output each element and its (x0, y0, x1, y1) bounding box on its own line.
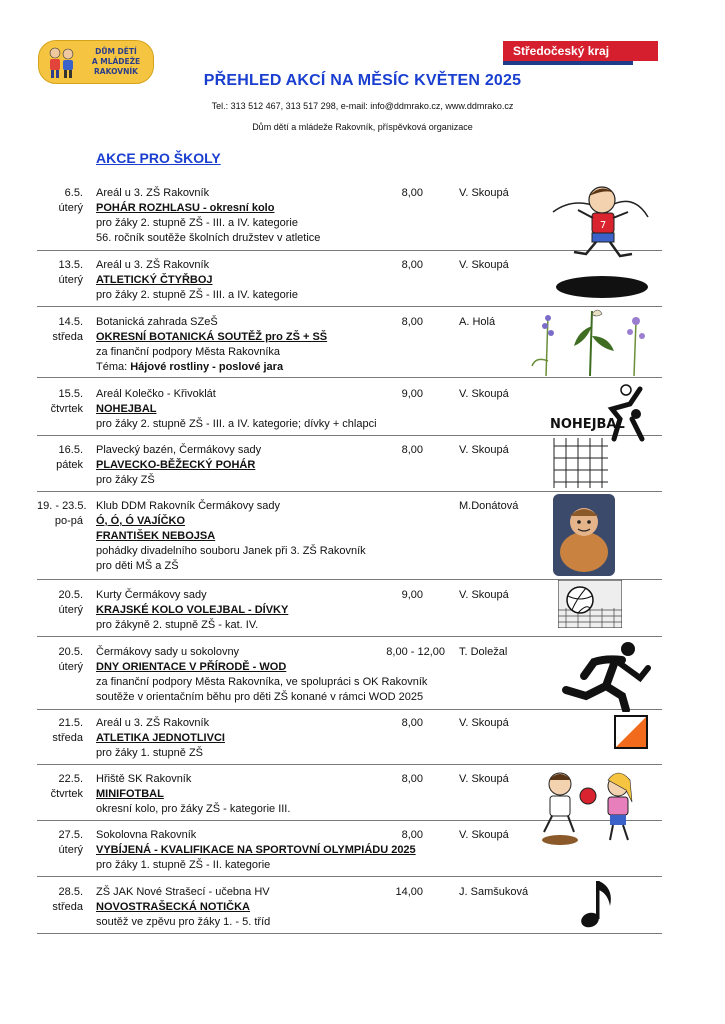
event-organizer: V. Skoupá (459, 829, 509, 841)
event-name: NOVOSTRAŠECKÁ NOTIČKA (96, 901, 251, 913)
event-date: 15.5. (58, 388, 83, 400)
event-time: 8,00 (401, 187, 423, 199)
event-time: 8,00 (401, 316, 423, 328)
event-detail: pro žáky 2. stupně ZŠ - III. a IV. kategorie (96, 289, 298, 301)
event-organizer: J. Samšuková (459, 886, 529, 898)
event-detail: 56. ročník soutěže školních družstev v atletice (96, 232, 321, 244)
event-detail: za finanční podpory Města Rakovníka (96, 346, 281, 358)
event-day: úterý (58, 274, 83, 286)
event-date: 16.5. (58, 444, 83, 456)
runner-icon (548, 182, 653, 262)
event-detail: pro děti MŠ a ZŠ (96, 560, 179, 572)
event-name: MINIFOTBAL (96, 788, 164, 800)
event-place: Plavecký bazén, Čermákovy sady (96, 444, 262, 456)
event-name: Ó, Ó, Ó VAJÍČKO (96, 515, 186, 527)
event-day: čtvrtek (50, 788, 83, 800)
event-row (37, 885, 662, 934)
event-date: 27.5. (58, 829, 83, 841)
event-name: NOHEJBAL (96, 403, 157, 415)
nohejbal-icon (550, 384, 660, 444)
event-place: Areál Kolečko - Křivoklát (96, 388, 216, 400)
event-day: po-pá (54, 515, 83, 527)
region-logo-text: Středočeský kraj (503, 41, 658, 61)
event-place: Botanická zahrada SZeŠ (96, 316, 218, 328)
event-time: 14,00 (395, 886, 423, 898)
event-name: KRAJSKÉ KOLO VOLEJBAL - DÍVKY (96, 604, 289, 616)
region-logo-stripe (503, 61, 633, 65)
section-title: AKCE PRO ŠKOLY (96, 150, 221, 166)
event-day: středa (52, 732, 83, 744)
event-time: 8,00 (401, 444, 423, 456)
event-detail: pro žáky 1. stupně ZŠ (96, 747, 203, 759)
orienteering-flag-icon (614, 715, 648, 749)
event-detail: pro žáky 2. stupně ZŠ - III. a IV. kategorie (96, 217, 298, 229)
event-day: úterý (58, 661, 83, 673)
logo-line-1: DŮM DĚTÍ (95, 47, 137, 56)
event-date: 13.5. (58, 259, 83, 271)
volleyball-icon (558, 580, 622, 628)
event-organizer: A. Holá (459, 316, 496, 328)
event-organizer: V. Skoupá (459, 717, 509, 729)
event-time: 8,00 (401, 773, 423, 785)
event-theme (96, 360, 466, 375)
event-time: 9,00 (401, 388, 423, 400)
plants-icon (528, 306, 660, 378)
event-time: 8,00 (401, 717, 423, 729)
event-detail: okresní kolo, pro žáky ZŠ - kategorie III. (96, 803, 291, 815)
event-date: 21.5. (58, 717, 83, 729)
event-organizer: V. Skoupá (459, 589, 509, 601)
event-place: Klub DDM Rakovník Čermákovy sady (96, 500, 281, 512)
event-day: úterý (58, 202, 83, 214)
region-logo (503, 41, 658, 67)
event-place: Kurty Čermákovy sady (96, 589, 207, 601)
nohejbal-icon-label: NOHEJBAL (550, 417, 625, 432)
event-detail: pro žáky ZŠ (96, 474, 155, 486)
event-place: Čermákovy sady u sokolovny (96, 646, 240, 658)
organization-line: Dům dětí a mládeže Rakovník, příspěvková organizace (252, 122, 473, 132)
event-theme-label: Téma: (96, 361, 131, 373)
event-date: 6.5. (64, 187, 83, 199)
event-detail: pohádky divadelního souboru Janek při 3. ZŠ Rakovník (96, 545, 366, 557)
event-day: úterý (58, 844, 83, 856)
event-name: DNY ORIENTACE V PŘÍRODĚ - WOD (96, 661, 287, 673)
event-date: 22.5. (58, 773, 83, 785)
event-time: 8,00 - 12,00 (386, 646, 445, 658)
event-name: ATLETICKÝ ČTYŘBOJ (96, 274, 213, 286)
contact-line: Tel.: 313 512 467, 313 517 298, e-mail: info@ddmrako.cz, www.ddmrako.cz (211, 101, 514, 111)
event-date: 14.5. (58, 316, 83, 328)
event-day: pátek (56, 459, 83, 471)
page-title: PŘEHLED AKCÍ NA MĚSÍC KVĚTEN 2025 (203, 72, 522, 89)
event-name: OKRESNÍ BOTANICKÁ SOUTĚŽ pro ZŠ + SŠ (96, 331, 328, 343)
logo-line-3: RAKOVNÍK (94, 67, 138, 76)
event-detail: pro žáky 2. stupně ZŠ - III. a IV. kategorie; dívky + chlapci (96, 418, 377, 430)
svg-text:7: 7 (599, 220, 607, 231)
event-time: 9,00 (401, 589, 423, 601)
event-day: čtvrtek (50, 403, 83, 415)
event-organizer: V. Skoupá (459, 773, 509, 785)
event-place: Hřiště SK Rakovník (96, 773, 192, 785)
event-detail: pro žáky 1. stupně ZŠ - II. kategorie (96, 859, 271, 871)
event-name: POHÁR ROZHLASU - okresní kolo (96, 202, 275, 214)
event-organizer: V. Skoupá (459, 444, 509, 456)
event-place: ZŠ JAK Nové Strašecí - učebna HV (96, 886, 270, 898)
event-name: VYBÍJENÁ - KVALIFIKACE NA SPORTOVNÍ OLYMPIÁDU 2025 (96, 844, 416, 856)
music-note-icon (580, 878, 616, 928)
event-time: 8,00 (401, 259, 423, 271)
puppet-icon (553, 494, 615, 576)
event-detail: soutěže v orientačním běhu pro děti ZŠ konané v rámci WOD 2025 (96, 691, 424, 703)
kids-ball-icon (536, 766, 640, 848)
event-day: středa (52, 331, 83, 343)
event-place: Areál u 3. ZŠ Rakovník (96, 259, 210, 271)
event-date: 20.5. (58, 646, 83, 658)
event-date: 20.5. (58, 589, 83, 601)
event-organizer: V. Skoupá (459, 259, 509, 271)
event-place: Sokolovna Rakovník (96, 829, 197, 841)
orienteering-runner-icon (556, 640, 652, 712)
event-date: 19. - 23.5. (37, 500, 87, 512)
event-row (37, 716, 662, 765)
shadow-icon (552, 272, 652, 302)
event-detail: za finanční podpory Města Rakovníka, ve spolupráci s OK Rakovník (96, 676, 428, 688)
event-day: úterý (58, 604, 83, 616)
event-place: Areál u 3. ZŠ Rakovník (96, 187, 210, 199)
net-icon (552, 436, 610, 490)
event-detail: soutěž ve zpěvu pro žáky 1. - 5. tříd (96, 916, 271, 928)
event-organizer: V. Skoupá (459, 187, 509, 199)
event-time: 8,00 (401, 829, 423, 841)
event-name-secondary: FRANTIŠEK NEBOJSA (96, 530, 216, 542)
event-name: ATLETIKA JEDNOTLIVCI (96, 732, 225, 744)
event-organizer: M.Donátová (459, 500, 519, 512)
event-day: středa (52, 901, 83, 913)
event-date: 28.5. (58, 886, 83, 898)
event-theme-value: Hájové rostliny - poslové jara (130, 361, 284, 373)
logo-line-2: A MLÁDEŽE (91, 57, 141, 66)
event-detail: pro žákyně 2. stupně ZŠ - kat. IV. (96, 619, 259, 631)
event-organizer: V. Skoupá (459, 388, 509, 400)
event-place: Areál u 3. ZŠ Rakovník (96, 717, 210, 729)
event-organizer: T. Doležal (459, 646, 508, 658)
event-name: PLAVECKO-BĚŽECKÝ POHÁR (96, 459, 256, 471)
